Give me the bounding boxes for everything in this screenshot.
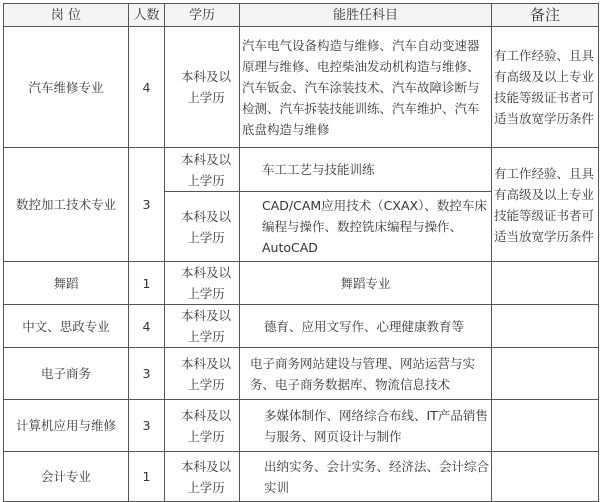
table-row [4,262,599,305]
remark-cell [492,262,599,305]
education-cell: 本科及以上学历 [165,148,240,192]
table-row [4,305,599,348]
remark-cell [492,400,599,452]
position-cell: 计算机应用与维修 [4,400,129,452]
education-cell: 本科及以上学历 [165,262,240,305]
header-position: 岗 位 [4,4,129,27]
table-row [4,27,599,148]
position-cell: 会计专业 [4,452,129,502]
education-cell: 本科及以上学历 [165,400,240,452]
remark-cell [492,452,599,502]
subjects-cell: CAD/CAM应用技术（CXAX）、数控车床编程与操作、数控铣床编程与操作、AutoCAD [240,192,492,262]
header-row [4,4,599,27]
count-cell: 4 [129,27,165,148]
remark-cell: 有工作经验、且具有高级及以上专业技能等级证书者可适当放宽学历条件 [492,27,599,148]
remark-cell: 有工作经验、且具有高级及以上专业技能等级证书者可适当放宽学历条件 [492,148,599,262]
header-education: 学历 [165,4,240,27]
education-cell: 本科及以上学历 [165,452,240,502]
recruitment-table [3,3,599,502]
position-cell: 中文、思政专业 [4,305,129,348]
subjects-cell: 舞蹈专业 [240,262,492,305]
table-row [4,400,599,452]
position-cell: 汽车维修专业 [4,27,129,148]
subjects-cell: 德育、应用文写作、心理健康教育等 [240,305,492,348]
subjects-cell: 车工工艺与技能训练 [240,148,492,192]
count-cell: 1 [129,452,165,502]
position-cell: 电子商务 [4,348,129,400]
education-cell: 本科及以上学历 [165,192,240,262]
count-cell: 3 [129,400,165,452]
header-remark: 备注 [492,4,599,27]
count-cell: 3 [129,148,165,262]
table-row [4,348,599,400]
subjects-cell: 多媒体制作、网络综合布线、IT产品销售与服务、网页设计与制作 [240,400,492,452]
remark-cell [492,305,599,348]
subjects-cell: 电子商务网站建设与管理、网站运营与实务、电子商务数据库、物流信息技术 [240,348,492,400]
education-cell: 本科及以上学历 [165,305,240,348]
header-subjects: 能胜任科目 [240,4,492,27]
position-cell: 舞蹈 [4,262,129,305]
position-cell: 数控加工技术专业 [4,148,129,262]
subjects-cell: 出纳实务、会计实务、经济法、会计综合实训 [240,452,492,502]
remark-cell [492,348,599,400]
table-row [4,452,599,502]
table-row [4,148,599,192]
subjects-cell: 汽车电气设备构造与维修、汽车自动变速器原理与维修、电控柴油发动机构造与维修、汽车钣金、汽车涂装技术、汽车故障诊断与检测、汽车拆装技能训练、汽车维护、汽车底盘构造与维修 [240,27,492,148]
count-cell: 3 [129,348,165,400]
education-cell: 本科及以上学历 [165,27,240,148]
count-cell: 1 [129,262,165,305]
header-count: 人数 [129,4,165,27]
count-cell: 4 [129,305,165,348]
education-cell: 本科及以上学历 [165,348,240,400]
